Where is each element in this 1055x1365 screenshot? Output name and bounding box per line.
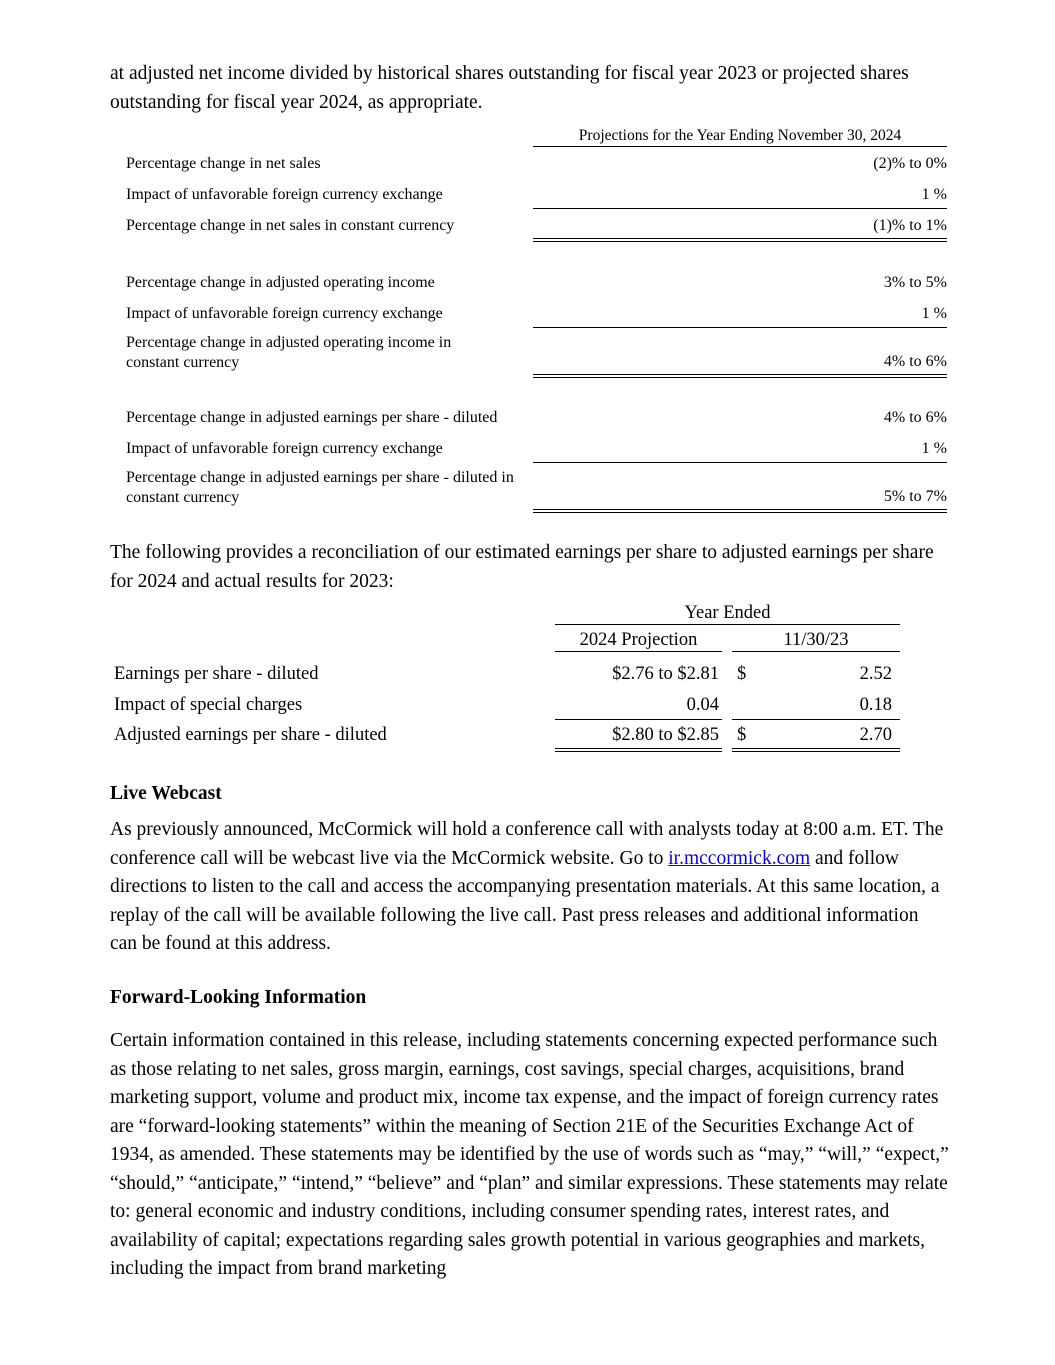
reconciliation-actual-value: 0.18 [859, 695, 892, 715]
projection-row-label: Percentage change in net sales [126, 155, 321, 172]
projection-row-value: 4% to 6% [883, 409, 947, 426]
reconciliation-actual-cell [732, 724, 900, 752]
reconciliation-actual-value: 2.52 [859, 664, 892, 684]
reconciliation-intro: The following provides a reconciliation of our estimated earnings per share to adjusted earnings per share for 2024 and actual results for 2023: [110, 542, 934, 592]
reconciliation-projection-value [555, 724, 722, 752]
reconciliation-actual-cell [732, 663, 900, 685]
projection-row-label: Impact of unfavorable foreign currency exchange [126, 440, 443, 457]
reconciliation-row-label: Adjusted earnings per share - diluted [114, 725, 387, 745]
projection-row-value: 1 % [533, 185, 947, 209]
projection-row-value: 1 % [533, 439, 947, 463]
projection-row-label: Percentage change in adjusted operating income in constant currency [126, 334, 452, 371]
projection-row-label: Impact of unfavorable foreign currency exchange [126, 305, 443, 322]
reconciliation-projection-text: $2.80 to $2.85 [612, 725, 719, 745]
webcast-text-after: and follow directions to listen to the call and access the accompanying presentation materials. At this same location, a replay of the call will be available following the live call. Past press releases and additional information can be found at this address. [110, 847, 940, 954]
projection-row-value: 3% to 5% [883, 274, 947, 291]
webcast-paragraph [110, 816, 950, 959]
reconciliation-projection-value [555, 694, 722, 720]
year-ended-header: Year Ended [555, 603, 900, 625]
currency-symbol: $ [737, 725, 747, 745]
projection-row-value: (2)% to 0% [873, 155, 947, 172]
projection-row-label: Percentage change in net sales in constant currency [126, 217, 455, 234]
actual-column-header: 11/30/23 [732, 630, 900, 652]
projection-row-value: 5% to 7% [533, 487, 947, 513]
reconciliation-actual-cell [732, 694, 900, 720]
reconciliation-row-label: Impact of special charges [114, 695, 303, 715]
webcast-heading: Live Webcast [110, 783, 222, 804]
reconciliation-row-label: Earnings per share - diluted [114, 664, 319, 684]
reconciliation-projection-text: 0.04 [686, 695, 719, 715]
webcast-text-before: As previously announced, McCormick will hold a conference call with analysts today at 8:00 a.m. ET. The conference call will be webcast live via the McCormick website. Go to [110, 819, 944, 869]
investor-relations-link[interactable]: ir.mccormick.com [668, 847, 811, 869]
forward-looking-paragraph: Certain information contained in this release, including statements concerning expected performance such as those relating to net sales, gross margin, earnings, cost savings, special charges, acquisitions, brand marketing support, volume and product mix, income tax expense, and the impact of foreign currency rates are “forward-looking statements” within the meaning of Section 21E of the Securities Exchange Act of 1934, as amended. These statements may be identified by the use of words such as “may,” “will,” “expect,” “should,” “anticipate,” “intend,” “believe” and “plan” and similar expressions. These statements may relate to: general economic and industry conditions, including consumer spending rates, interest rates, and availability of capital; expectations regarding sales growth potential in various geographies and markets, including the impact from brand marketing [110, 1030, 949, 1279]
projection-row-label: Impact of unfavorable foreign currency exchange [126, 186, 443, 203]
projections-header: Projections for the Year Ending November 30, 2024 [533, 127, 947, 147]
projection-row-value: 1 % [533, 304, 947, 328]
forward-looking-heading: Forward-Looking Information [110, 987, 367, 1008]
reconciliation-actual-value: 2.70 [859, 725, 892, 745]
intro-paragraph: at adjusted net income divided by historical shares outstanding for fiscal year 2023 or projected shares outstanding for fiscal year 2024, as appropriate. [110, 63, 909, 113]
projection-column-header: 2024 Projection [555, 630, 722, 652]
projection-row-label: Percentage change in adjusted earnings per share - diluted [126, 409, 498, 426]
reconciliation-projection-value: $2.76 to $2.81 [612, 664, 719, 684]
projection-row-value: (1)% to 1% [533, 216, 947, 242]
projection-row-label: Percentage change in adjusted earnings per share - diluted in constant currency [126, 469, 514, 506]
currency-symbol: $ [737, 664, 747, 684]
projection-row-value: 4% to 6% [533, 352, 947, 378]
projection-row-label: Percentage change in adjusted operating income [126, 274, 435, 291]
